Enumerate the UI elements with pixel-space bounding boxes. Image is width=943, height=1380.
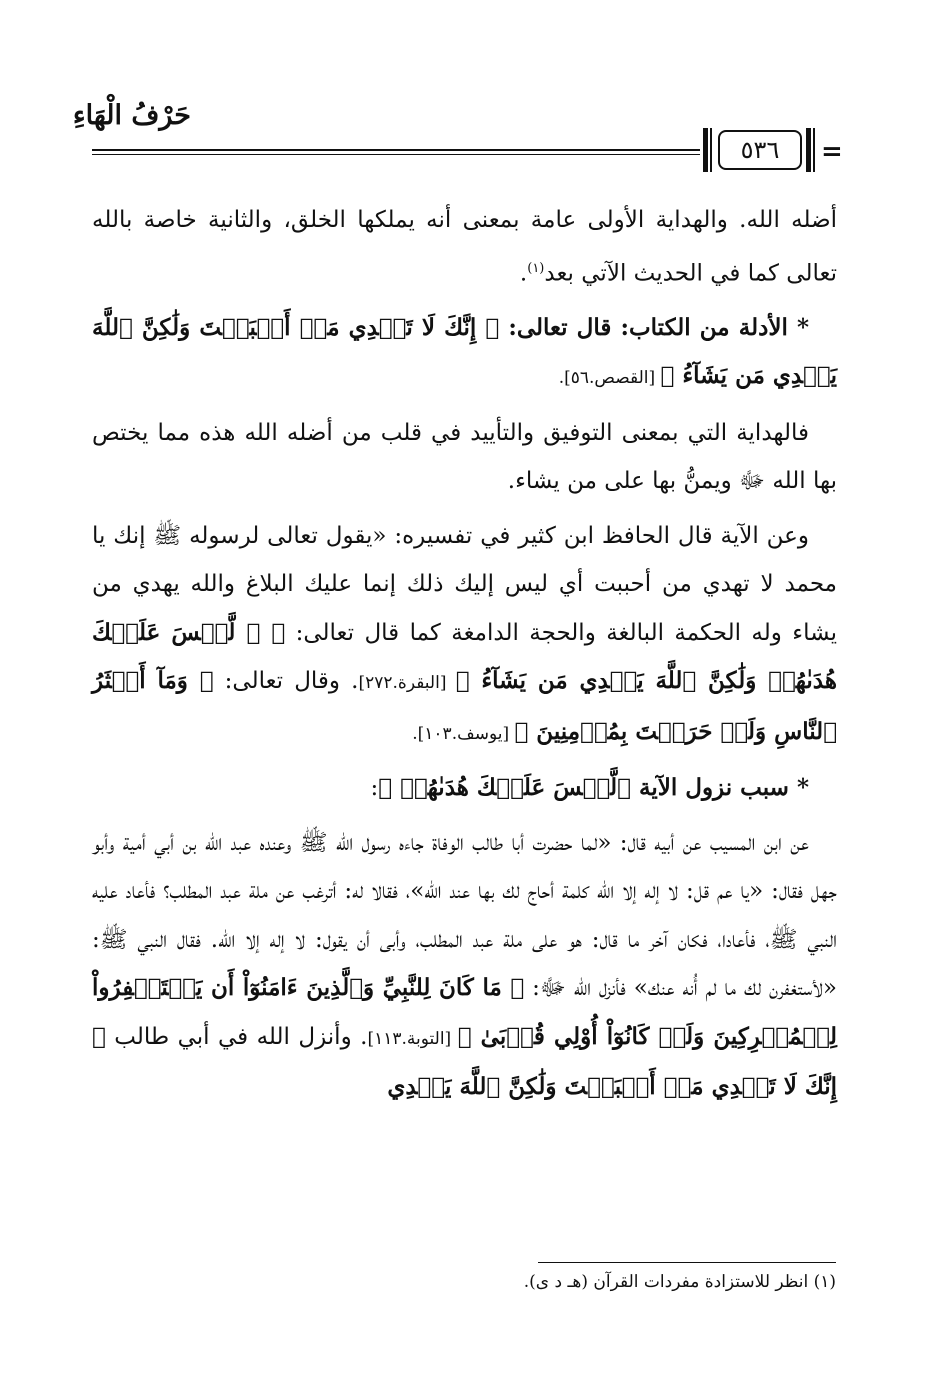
chapter-title: حَرْفُ الْهَاءِ [72,100,191,131]
quran-verse: ﴿ ۞ لَّيۡسَ عَلَيۡكَ هُدَىٰهُمۡ وَلَٰكِنَّ ٱللَّهَ يَهۡدِي مَن يَشَآءُ ﴾ [92,618,837,695]
quran-verse: ﴿ وَمَآ أَكۡثَرُ ٱلنَّاسِ وَلَوۡ حَرَصۡتَ بِمُؤۡمِنِينَ ﴾ [92,667,837,745]
footnote: (١) انظر للاستزادة مفردات القرآن (هـ د ى). [523,1272,836,1292]
paragraph [92,196,837,298]
quran-verse: ﴿ إِنَّكَ لَا تَهۡدِي مَنۡ أَحۡبَبۡتَ وَلَٰكِنَّ ٱللَّهَ يَهۡدِي مَن يَشَآءُ ﴾ [92,313,837,390]
text-span: : [370,775,379,802]
text-span: . وأنزل الله في أبي طالب [105,1023,368,1050]
main-text [92,196,837,1118]
header-rule-bottom [92,154,700,155]
footnote-separator [538,1262,836,1263]
page-number-frame-left-inner [710,128,712,172]
quran-verse: ﴿لَّيۡسَ عَلَيۡكَ هُدَىٰهُمۡ ﴾ [378,774,631,802]
text-span: فالهداية التي بمعنى التوفيق والتأييد في قلب من أضله الله هذه مما يختص بها الله ﷻ ويمنُّ بها على من يشاء. [92,419,837,495]
header-ornament: = [821,137,843,167]
section-heading: * سبب نزول الآية [630,774,809,802]
verse-reference: [التوبة.١١٣] [367,1028,458,1049]
paragraph [92,409,837,506]
verse-reference: [القصص.٥٦]. [558,368,661,389]
paragraph [92,512,837,759]
text-span: . وقال تعالى: [213,668,359,695]
text-span: . [519,260,528,287]
paragraph [92,819,837,1112]
text-span: عن ابن المسيب عن أبيه قال: «لما حضرت أبا طالب الوفاة جاءه رسول الله ﷺ وعنده عبد الله بن أبي أمية وأبو جهل فقال: «يا عم قل: لا إله إلا الله كلمة أحاج لك بها عند الله»، فقالا له: أترغب عن ملة عبد المطلب؟ فأعاد عليه النبي ﷺ، فأعادا، فكان آخر ما قال: هو على ملة عبد المطلب، وأبى أن يقول: لا إله إلا الله. فقال النبي ﷺ: «لأستغفرن لك ما لم أُنه عنك» فأنزل الله ﷻ: [92,829,837,1002]
page-number-frame-right-outer [806,128,811,172]
paragraph [92,304,837,403]
page-number-box [718,130,802,170]
section-heading: * الأدلة من الكتاب: قال تعالى: [499,313,809,341]
verse-reference: [يوسف.١٠٣]. [412,723,515,744]
quran-verse: ﴿ مَا كَانَ لِلنَّبِيِّ وَٱلَّذِينَ ءَامَنُوٓاْ أَن يَسۡتَغۡفِرُواْ لِلۡمُشۡرِكِينَ وَلَوۡ كَانُوٓاْ أُوْلِي قُرۡبَىٰ ﴾ [92,974,837,1050]
footnote-marker: (١) [527,260,545,276]
text-span: أضله الله. والهداية الأولى عامة بمعنى أنه يملكها الخلق، والثانية خاصة بالله تعالى كما في الحديث الآتي بعد [92,207,837,287]
page-number: ٥٣٦ [740,136,780,164]
text-span: وعن الآية قال الحافظ ابن كثير في تفسيره: «يقول تعالى لرسوله ﷺ إنك يا محمد لا تهدي من أحببت أي ليس إليك ذلك إنما عليك البلاغ والله يهدي من يشاء وله الحكمة البالغة والحجة الدامغة كما قال تعالى: [92,522,837,646]
page-number-frame-right-inner [813,128,815,172]
header-rule-top [92,149,700,151]
quran-verse: ﴿ إِنَّكَ لَا تَهۡدِي مَنۡ أَحۡبَبۡتَ وَلَٰكِنَّ ٱللَّهَ يَهۡدِي [92,1022,837,1101]
paragraph [92,764,837,813]
page-number-frame-left-outer [703,128,708,172]
page-header [0,0,943,170]
verse-reference: [البقرة.٢٧٢] [358,673,456,694]
